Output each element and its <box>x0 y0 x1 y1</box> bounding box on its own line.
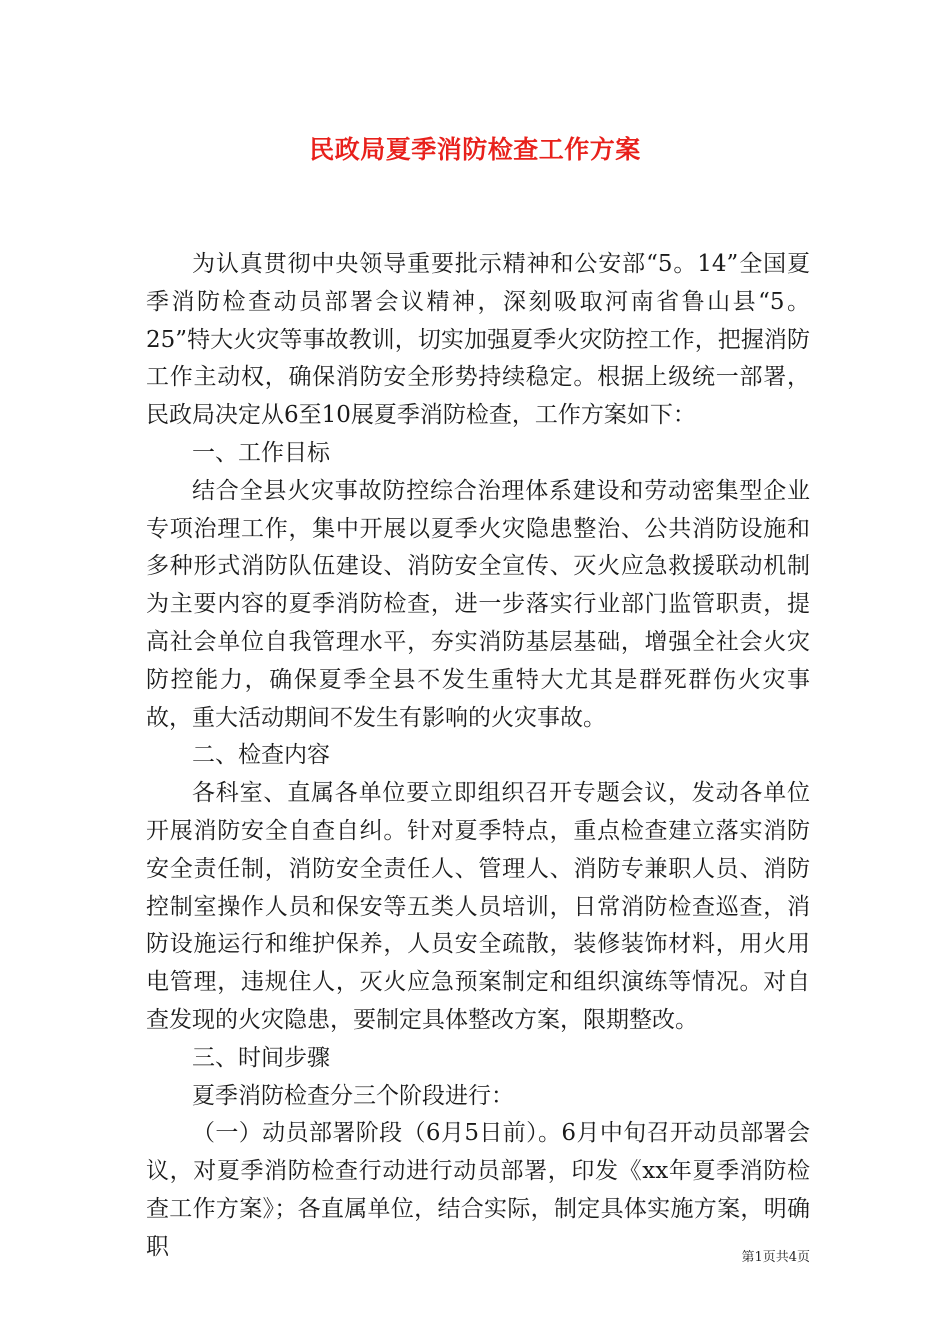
section-heading-contents: 二、检查内容 <box>192 742 330 769</box>
step-one-paragraph: （一）动员部署阶段（6月5日前）。6月中旬召开动员部署会议，对夏季消防检查行动进行动员部署，印发《xx年夏季消防检查工作方案》；各直属单位，结合实际，制定具体实施方案，明确职 <box>146 1120 810 1260</box>
document-title: 民政局夏季消防检查工作方案 <box>309 135 641 164</box>
document-body <box>146 246 810 1267</box>
section-heading-goals: 一、工作目标 <box>192 439 330 466</box>
intro-paragraph: 为认真贯彻中央领导重要批示精神和公安部“5。14”全国夏季消防检查动员部署会议精神，深刻吸取河南省鲁山县“5。25”特大火灾等事故教训，切实加强夏季火灾防控工作，把握消防工作主动权，确保消防安全形势持续稳定。根据上级统一部署，民政局决定从6至10展夏季消防检查，工作方案如下： <box>146 251 810 429</box>
steps-intro-paragraph: 夏季消防检查分三个阶段进行： <box>192 1082 514 1109</box>
page-number: 第1页共4页 <box>741 1250 810 1265</box>
goals-paragraph: 结合全县火灾事故防控综合治理体系建设和劳动密集型企业专项治理工作，集中开展以夏季火灾隐患整治、公共消防设施和多种形式消防队伍建设、消防安全宣传、灭火应急救援联动机制为主要内容的夏季消防检查，进一步落实行业部门监管职责，提高社会单位自我管理水平，夯实消防基层基础，增强全社会火灾防控能力，确保夏季全县不发生重特大尤其是群死群伤火灾事故，重大活动期间不发生有影响的火灾事故。 <box>146 477 810 731</box>
contents-paragraph: 各科室、直属各单位要立即组织召开专题会议，发动各单位开展消防安全自查自纠。针对夏季特点，重点检查建立落实消防安全责任制，消防安全责任人、管理人、消防专兼职人员、消防控制室操作人员和保安等五类人员培训，日常消防检查巡查，消防设施运行和维护保养，人员安全疏散，装修装饰材料，用火用电管理，违规住人，灭火应急预案制定和组织演练等情况。对自查发现的火灾隐患，要制定具体整改方案，限期整改。 <box>146 780 810 1033</box>
section-heading-steps: 三、时间步骤 <box>192 1044 330 1071</box>
